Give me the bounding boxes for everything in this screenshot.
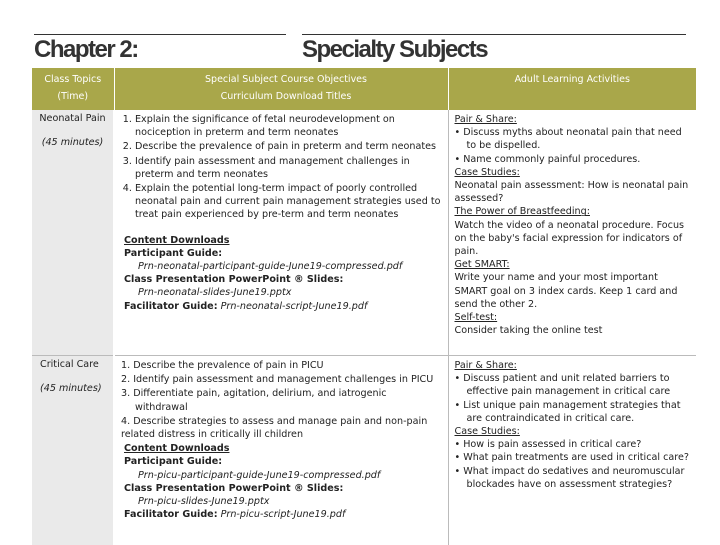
breastfeeding-heading: The Power of Breastfeeding: bbox=[455, 205, 691, 218]
title-rule-left bbox=[34, 34, 286, 35]
case-studies-heading: Case Studies: bbox=[455, 166, 691, 179]
column-header-activities: Adult Learning Activities bbox=[448, 68, 696, 110]
objectives-list bbox=[121, 113, 442, 222]
facilitator-guide-label: Facilitator Guide: bbox=[124, 509, 218, 520]
participant-guide-link[interactable]: Prn-picu-participant-guide-June19-compressed.pdf bbox=[124, 469, 442, 482]
facilitator-guide-link[interactable]: Prn-picu-script-June19.pdf bbox=[221, 509, 346, 520]
subject-title: Specialty Subjects bbox=[302, 36, 487, 64]
activity-bullet: • List unique pain management strategies that are contraindicated in critical care. bbox=[455, 399, 691, 425]
column-header-objectives: Special Subject Course Objectives Curriculum Download Titles bbox=[114, 68, 448, 110]
objective-item: 4. Explain the potential long-term impact of poorly controlled neonatal pain and current pain management strategies used to treat pain experienced by pre-term and term neonates bbox=[135, 182, 442, 222]
slides-link[interactable]: Prn-picu-slides-June19.pptx bbox=[124, 495, 442, 508]
self-test-heading: Self-test: bbox=[455, 311, 691, 324]
objectives-list bbox=[121, 359, 442, 441]
pair-share-heading: Pair & Share: bbox=[455, 113, 691, 126]
pair-share-heading: Pair & Share: bbox=[455, 359, 691, 372]
activity-bullet: • What impact do sedatives and neuromuscular blockades have on assessment strategies? bbox=[455, 465, 691, 491]
participant-guide-label: Participant Guide: bbox=[124, 455, 442, 468]
activities-cell bbox=[448, 356, 696, 545]
column-header-topics: Class Topics (Time) bbox=[32, 68, 114, 110]
slides-link[interactable]: Prn-neonatal-slides-June19.pptx bbox=[124, 286, 442, 299]
topic-time: (45 minutes) bbox=[32, 136, 113, 149]
get-smart-heading: Get SMART: bbox=[455, 258, 691, 271]
activity-bullet: • What pain treatments are used in critical care? bbox=[455, 451, 691, 464]
objective-item: 2. Identify pain assessment and management challenges in PICU bbox=[121, 373, 442, 386]
objective-item: 1. Explain the significance of fetal neurodevelopment on nociception in preterm and term neonates bbox=[135, 113, 442, 139]
activity-bullet: • How is pain assessed in critical care? bbox=[455, 438, 691, 451]
curriculum-table bbox=[32, 68, 696, 545]
downloads-block bbox=[121, 234, 442, 313]
participant-guide-link[interactable]: Prn-neonatal-participant-guide-June19-compressed.pdf bbox=[124, 260, 442, 273]
topic-time: (45 minutes) bbox=[40, 382, 113, 395]
topic-cell bbox=[32, 110, 114, 356]
downloads-heading: Content Downloads bbox=[124, 234, 442, 247]
table-row bbox=[32, 110, 696, 356]
case-studies-text: Neonatal pain assessment: How is neonatal pain assessed? bbox=[455, 179, 691, 205]
downloads-block bbox=[121, 442, 442, 521]
objective-item: 4. Describe strategies to assess and manage pain and non-pain related distress in critically ill children bbox=[121, 415, 442, 441]
activities-cell bbox=[448, 110, 696, 356]
topic-name: Critical Care bbox=[40, 358, 113, 371]
title-rule-right bbox=[302, 34, 686, 35]
activity-bullet: • Discuss myths about neonatal pain that need to be dispelled. bbox=[455, 126, 691, 152]
objectives-cell bbox=[114, 356, 448, 545]
objective-item: 3. Identify pain assessment and management challenges in preterm and term neonates bbox=[135, 155, 442, 181]
facilitator-guide-label: Facilitator Guide: bbox=[124, 301, 218, 312]
case-studies-heading: Case Studies: bbox=[455, 425, 691, 438]
facilitator-guide bbox=[124, 300, 442, 313]
breastfeeding-text: Watch the video of a neonatal procedure. Focus on the baby's facial expression for indicators of pain. bbox=[455, 219, 691, 259]
self-test-text: Consider taking the online test bbox=[455, 324, 691, 337]
slides-label: Class Presentation PowerPoint ® Slides: bbox=[124, 482, 442, 495]
facilitator-guide-link[interactable]: Prn-neonatal-script-June19.pdf bbox=[221, 301, 368, 312]
topic-cell bbox=[32, 356, 114, 545]
objective-item: 3. Differentiate pain, agitation, delirium, and iatrogenic withdrawal bbox=[121, 387, 442, 413]
chapter-title: Chapter 2: bbox=[34, 36, 138, 64]
get-smart-text: Write your name and your most important SMART goal on 3 index cards. Keep 1 card and send the other 2. bbox=[455, 271, 691, 311]
slides-label: Class Presentation PowerPoint ® Slides: bbox=[124, 273, 442, 286]
table-row bbox=[32, 356, 696, 545]
activity-bullet: • Discuss patient and unit related barriers to effective pain management in critical care bbox=[455, 372, 691, 398]
facilitator-guide bbox=[124, 508, 442, 521]
table-header-row bbox=[32, 68, 696, 110]
topic-name: Neonatal Pain bbox=[32, 112, 113, 125]
activity-bullet: • Name commonly painful procedures. bbox=[455, 153, 691, 166]
objective-item: 2. Describe the prevalence of pain in preterm and term neonates bbox=[135, 140, 442, 153]
objectives-cell bbox=[114, 110, 448, 356]
participant-guide-label: Participant Guide: bbox=[124, 247, 442, 260]
objective-item: 1. Describe the prevalence of pain in PICU bbox=[121, 359, 442, 372]
downloads-heading: Content Downloads bbox=[124, 442, 442, 455]
